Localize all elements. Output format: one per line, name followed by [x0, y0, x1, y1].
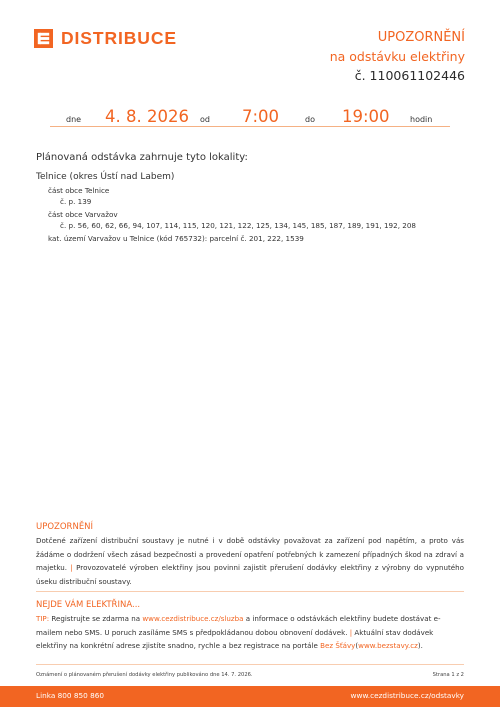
publication-note: Oznámení o plánovaném přerušení dodávky elektřiny publikováno dne 14. 7. 2026.: [36, 672, 253, 678]
warning-section: [36, 522, 464, 588]
open-paren: (: [355, 641, 359, 650]
tip-text-part1: Registrujte se zdarma na: [51, 614, 141, 623]
part-numbers: č. p. 139: [60, 197, 92, 206]
bottom-bar: [0, 686, 500, 707]
cez-logo-icon: [34, 29, 53, 48]
tip-label: TIP:: [36, 614, 50, 623]
tip-section: [36, 600, 464, 653]
notice-header: [330, 28, 465, 85]
outage-dateline: [50, 104, 450, 127]
footer-divider: [36, 664, 464, 665]
localities-intro: Plánovaná odstávka zahrnuje tyto lokality:: [36, 152, 248, 163]
tip-title: NEJDE VÁM ELEKTŘINA...: [36, 600, 141, 610]
brand-name: DISTRIBUCE: [61, 28, 177, 48]
from-label: od: [200, 115, 210, 124]
part-name: část obce Telnice: [48, 186, 110, 195]
warning-text-safety: Dotčené zařízení distribuční soustavy je nutné i v době odstávky považovat za zařízení pod napětím, a proto vás žádáme o dodržení všech zásad bezpečnosti a provedení opatření potřebných k zamezení případných škod na zdraví a majetku.: [36, 536, 464, 572]
service-registration-link[interactable]: www.cezdistribuce.cz/sluzba: [142, 614, 244, 623]
notice-number: č. 110061102446: [354, 68, 465, 83]
warning-text-producers: Provozovatelé výroben elektřiny jsou povinni zajistit přerušení dodávky elektřiny z výrobny do vypnutého úseku distribuční soustavy.: [36, 563, 464, 586]
warning-title: UPOZORNĚNÍ: [36, 522, 94, 532]
warning-text: [36, 534, 464, 588]
outages-website-link[interactable]: www.cezdistribuce.cz/odstavky: [350, 691, 464, 700]
notice-subtitle: na odstávku elektřiny: [329, 49, 465, 64]
tip-text-part2: a informace o odstávkách elektřiny budete dostávat e-mailem nebo SMS. U poruch zasíláme SMS s předpokládanou dobou obnovení dodávek.: [36, 614, 441, 637]
separator: |: [70, 563, 73, 572]
hours-label: hodin: [410, 115, 433, 124]
close-paren: ).: [417, 641, 423, 650]
separator: |: [349, 627, 353, 637]
municipality-name: Telnice (okres Ústí nad Labem): [36, 172, 175, 182]
section-divider: [36, 591, 464, 592]
cadastre-info: kat. území Varvažov u Telnice (kód 765732): parcelní č. 201, 222, 1539: [48, 234, 304, 243]
tip-text: [36, 612, 464, 653]
brand-logo: [34, 28, 177, 49]
page-number: Strana 1 z 2: [432, 672, 464, 678]
bezstavy-website-link[interactable]: www.bezstavy.cz: [358, 641, 418, 650]
part-numbers: č. p. 56, 60, 62, 66, 94, 107, 114, 115, 120, 121, 122, 125, 134, 145, 185, 187, 189, 191, 192, 208: [60, 221, 416, 230]
tip-text-part3: Aktuální stav dodávek elektřiny na konkrétní adrese zjistíte snadno, rychle a bez registrace na portále: [36, 627, 434, 650]
hotline-number: Linka 800 850 860: [36, 691, 105, 700]
notice-title: UPOZORNĚNÍ: [377, 30, 465, 45]
to-label: do: [305, 115, 315, 124]
footer-note-row: [36, 672, 464, 678]
bez-stavy-link[interactable]: Bez Šťávy: [320, 641, 356, 650]
day-label: dne: [66, 115, 82, 124]
outage-to: 19:00: [342, 107, 390, 126]
outage-from: 7:00: [242, 107, 280, 126]
part-name: část obce Varvažov: [48, 210, 118, 219]
outage-date: 4. 8. 2026: [105, 107, 189, 126]
locality-block: [36, 172, 480, 243]
